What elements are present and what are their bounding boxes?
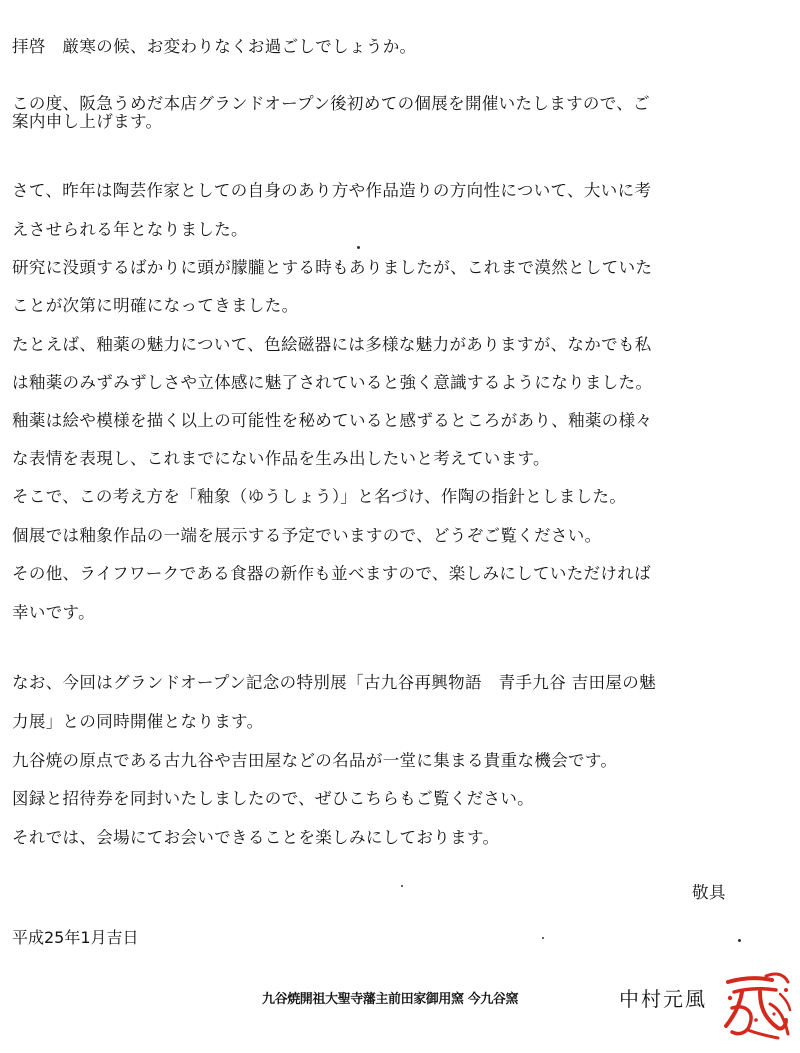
seal-brush-strokes: [726, 974, 790, 1038]
scan-speck: [401, 885, 403, 887]
text-line: さて、昨年は陶芸作家としての自身のあり方や作品造りの方向性について、大いに考: [12, 181, 652, 200]
text-line: 幸いです。: [12, 603, 95, 622]
text-line: な表情を表現し、これまでにない作品を生み出したいと考えています。: [12, 449, 550, 468]
closing-remark: 敬具: [692, 883, 726, 902]
text-line: 個展では釉象作品の一端を展示する予定でいますので、どうぞご覧ください。: [12, 526, 602, 545]
letter-date: 平成25年1月吉日: [12, 928, 139, 947]
scan-speck: [357, 246, 360, 249]
text-line: えさせられる年となりました。: [12, 220, 248, 239]
text-line: この度、阪急うめだ本店グランドオープン後初めての個展を開催いたしますので、ご: [12, 94, 650, 113]
text-line: 釉薬は絵や模様を描く以上の可能性を秘めていると感ずるところがあり、釉薬の様々: [12, 411, 653, 430]
greeting-line: 拝啓 厳寒の候、お変わりなくお過ごしでしょうか。: [12, 37, 417, 56]
text-line: 案内申し上げます。: [12, 112, 163, 131]
text-line: ことが次第に明確になってきました。: [12, 296, 299, 315]
red-seal-stamp: [720, 968, 794, 1042]
text-line: 研究に没頭するばかりに頭が朦朧とする時もありましたが、これまで漠然としていた: [12, 258, 653, 277]
scan-speck: [542, 937, 544, 939]
text-line: それでは、会場にてお会いできることを楽しみにしております。: [12, 828, 500, 847]
text-line: 図録と招待券を同封いたしましたので、ぜひこちらもご覧ください。: [12, 789, 535, 808]
text-line: 九谷焼の原点である古九谷や吉田屋などの名品が一堂に集まる貴重な機会です。: [12, 751, 618, 770]
text-line: 力展」との同時開催となります。: [12, 712, 264, 731]
text-line: たとえば、釉薬の魅力について、色絵磁器には多様な魅力がありますが、なかでも私: [12, 335, 652, 354]
scan-speck: [738, 939, 741, 942]
kiln-affiliation: 九谷焼開祖大聖寺藩主前田家御用窯 今九谷窯: [262, 992, 519, 1007]
text-line: なお、今回はグランドオープン記念の特別展「古九谷再興物語 青手九谷 吉田屋の魅: [12, 673, 656, 692]
signer-name: 中村元風: [619, 987, 707, 1011]
text-line: そこで、この考え方を「釉象（ゆうしょう）」と名づけ、作陶の指針としました。: [12, 487, 627, 506]
text-line: その他、ライフワークである食器の新作も並べますので、楽しみにしていただければ: [12, 564, 651, 583]
text-line: は釉薬のみずみずしさや立体感に魅了されていると強く意識するようになりました。: [12, 373, 653, 392]
